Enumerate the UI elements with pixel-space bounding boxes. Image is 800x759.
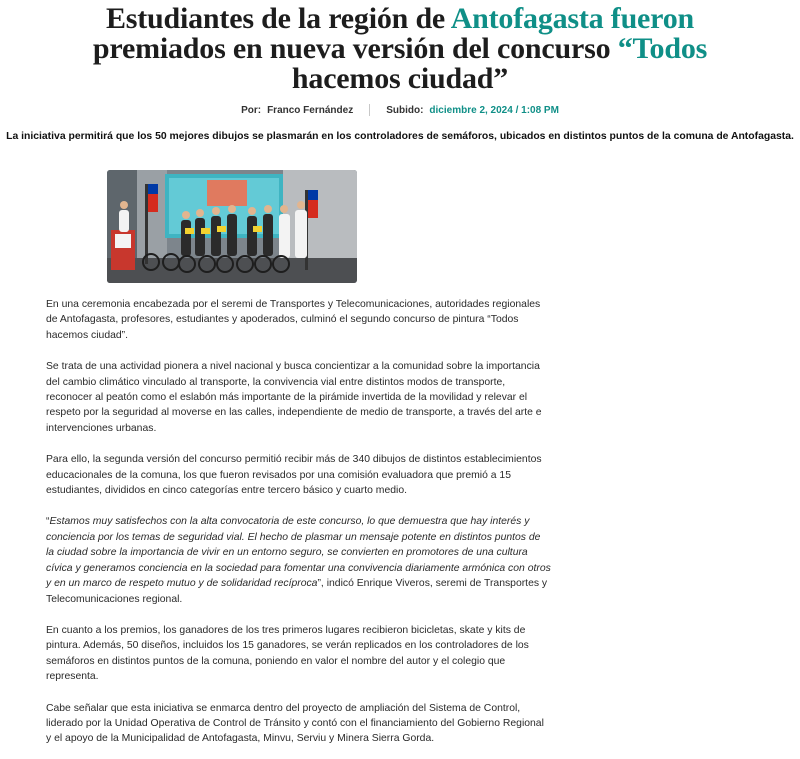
title-accent-1: Antofagasta fueron (450, 2, 695, 35)
publish-date: diciembre 2, 2024 / 1:08 PM (429, 104, 559, 116)
by-label: Por: (241, 104, 262, 116)
body-paragraph-2: Se trata de una actividad pionera a nivel nacional y busca concientizar a la comunidad sobre la importancia del cambio climático vinculado al transporte, la convivencia vial entre distintos modos de transporte, reconocer al peatón como el eslabón más importante de la pirámide invertida de la movilidad y relevar el respeto por la seguridad al moverse en las calles, independiente de medio de transporte, a través del arte e intervenciones urbanas. (46, 361, 542, 434)
meta-divider (369, 104, 370, 116)
article-lead: La iniciativa permitirá que los 50 mejores dibujos se plasmarán en los controladores de semáforos, ubicados en distintos puntos de la comuna de Antofagasta. (6, 131, 794, 142)
title-part-3: hacemos ciudad” (291, 62, 509, 95)
body-paragraph-6: Cabe señalar que esta iniciativa se enmarca dentro del proyecto de ampliación del Sistema de Control, liderado por la Unidad Operativa de Control de Tránsito y contó con el financiamiento del Gobierno Regional y el apoyo de la Municipalidad de Antofagasta, Minvu, Serviu y Minera Sierra Gorda. (46, 702, 544, 745)
body-paragraph-3: Para ello, la segunda versión del concurso permitió recibir más de 340 dibujos de distintos establecimientos educacionales de la comuna, los que fueron revisados por una comisión evaluadora que premió a 15 estudiantes, divididos en cinco categorías entre tercero básico y cuarto medio. (46, 454, 542, 497)
quote-open-mark: “ (46, 516, 50, 528)
body-paragraph-4 (46, 514, 551, 606)
article-title (0, 4, 800, 94)
ceremony-photo-illustration (107, 170, 357, 283)
article-body (46, 297, 551, 747)
body-paragraph-1: En una ceremonia encabezada por el seremi de Transportes y Telecomunicaciones, autoridades regionales de Antofagasta, profesores, estudiantes y apoderados, culminó el segundo concurso de pintura “Todos hacemos ciudad”. (46, 299, 541, 341)
quote-attribution: ”, indicó Enrique Viveros, seremi de Transportes y Telecomunicaciones regional. (46, 578, 548, 605)
article-meta (0, 104, 800, 116)
quote-text: Estamos muy satisfechos con la alta convocatoria de este concurso, lo que demuestra que hay interés y conciencia por los temas de seguridad vial. El hecho de plasmar un mensaje potente en distintos puntos de la ciudad sobre la importancia de vivir en un entorno seguro, se convierten en promotores de una cultura cívica y generamos conciencia en la sociedad para fomentar una convivencia diariamente armónica con otros y en un marco de respeto mutuo y de solidaridad recíproca (46, 516, 551, 590)
body-paragraph-5: En cuanto a los premios, los ganadores de los tres primeros lugares recibieron bicicletas, skate y kits de pintura. Además, 50 diseños, incluidos los 15 ganadores, se verán replicados en los controladores de los semáforos en distintos puntos de la comuna, poniendo en valor el nombre del autor y el colegio que representa. (46, 624, 529, 683)
uploaded-label: Subido: (386, 104, 424, 116)
ceremony-photo (107, 170, 357, 283)
title-part-2: premiados en nueva versión del concurso (92, 32, 618, 65)
author-link[interactable]: Franco Fernández (267, 104, 354, 116)
title-part-1: Estudiantes de la región de (105, 2, 451, 35)
title-accent-2: “Todos (617, 32, 708, 65)
